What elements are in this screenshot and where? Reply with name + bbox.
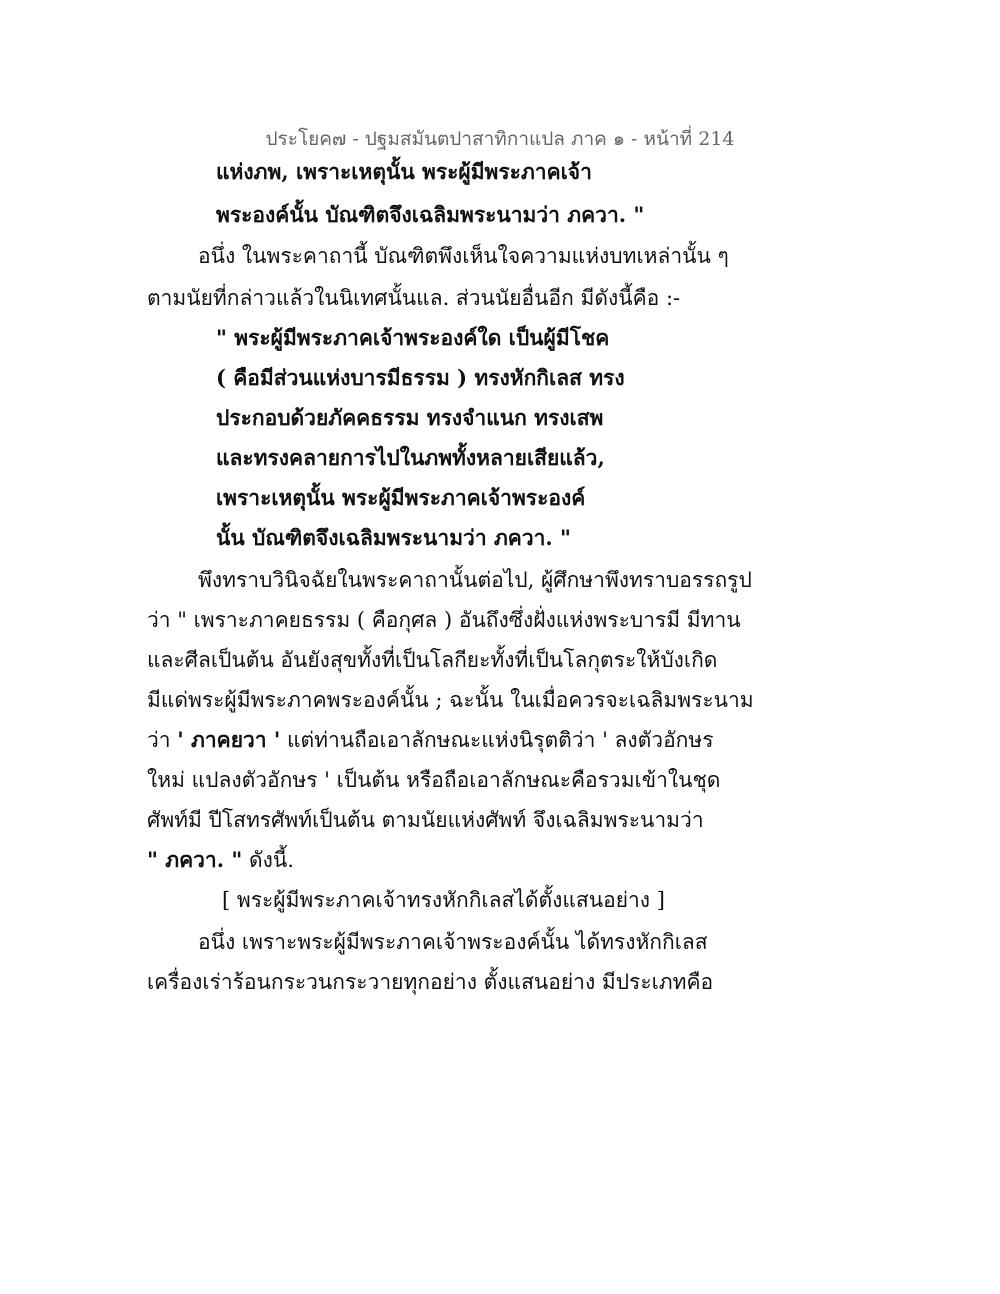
verse2-line-3: ประกอบด้วยภัคคธรรม ทรงจำแนก ทรงเสพ: [216, 405, 604, 430]
para2-line-8: [147, 846, 294, 874]
para2-line-5-rest: แต่ท่านถือเอาลักษณะแห่งนิรุตติว่า ' ลงตัวอักษร: [280, 728, 714, 752]
para1-line-2: ตามนัยที่กล่าวแล้วในนิเทศนั้นแล. ส่วนนัยอื่นอีก มีดังนี้คือ :-: [147, 286, 681, 310]
term-bhagava: " ภควา. ": [147, 847, 243, 872]
verse2-line-4: และทรงคลายการไปในภพทั้งหลายเสียแล้ว,: [216, 445, 605, 470]
para2-line-6: ใหม่ แปลงตัวอักษร ' เป็นต้น หรือถือเอาลักษณะคือรวมเข้าในชุด: [147, 768, 721, 792]
verse1-line-2: พระองค์นั้น บัณฑิตจึงเฉลิมพระนามว่า ภควา. ": [216, 202, 645, 227]
para2-line-2: ว่า " เพราะภาคยธรรม ( คือกุศล ) อันถึงซึ่งฝั่งแห่งพระบารมี มีทาน: [147, 608, 741, 632]
para2-line-8-rest: ดังนี้.: [242, 848, 294, 872]
verse1-line-1: แห่งภพ, เพราะเหตุนั้น พระผู้มีพระภาคเจ้า: [216, 159, 592, 184]
section-heading: [ พระผู้มีพระภาคเจ้าทรงหักกิเลสได้ตั้งแสนอย่าง ]: [222, 888, 665, 912]
term-bhagyava: ' ภาคยวา ': [177, 727, 281, 752]
verse2-line-2: ( คือมีส่วนแห่งบารมีธรรม ) ทรงหักกิเลส ทรง: [216, 365, 625, 390]
para2-line-1: พึงทราบวินิจฉัยในพระคาถานั้นต่อไป, ผู้ศึกษาพึงทราบอรรถรูป: [198, 568, 752, 592]
page-header: ประโยค๗ - ปฐมสมันตปาสาทิกาแปล ภาค ๑ - หน้าที่ 214: [265, 128, 735, 150]
para2-line-5-prefix: ว่า: [147, 728, 178, 752]
para2-line-4: มีแด่พระผู้มีพระภาคพระองค์นั้น ; ฉะนั้น ในเมื่อควรจะเฉลิมพระนาม: [147, 688, 754, 712]
verse2-line-1: " พระผู้มีพระภาคเจ้าพระองค์ใด เป็นผู้มีโชค: [216, 325, 610, 350]
para3-line-1: อนึ่ง เพราะพระผู้มีพระภาคเจ้าพระองค์นั้น ได้ทรงหักกิเลส: [198, 930, 708, 954]
para2-line-3: และศีลเป็นต้น อันยังสุขทั้งที่เป็นโลกียะทั้งที่เป็นโลกุตระให้บังเกิด: [147, 648, 718, 672]
verse2-line-6: นั้น บัณฑิตจึงเฉลิมพระนามว่า ภควา. ": [216, 525, 571, 550]
para1-line-1: อนึ่ง ในพระคาถานี้ บัณฑิตพึงเห็นใจความแห่งบทเหล่านั้น ๆ: [198, 244, 729, 268]
para2-line-7: ศัพท์มี ปีโสทรศัพท์เป็นต้น ตามนัยแห่งศัพท์ จึงเฉลิมพระนามว่า: [147, 808, 704, 832]
para3-line-2: เครื่องเร่าร้อนกระวนกระวายทุกอย่าง ตั้งแสนอย่าง มีประเภทคือ: [147, 970, 714, 994]
verse2-line-5: เพราะเหตุนั้น พระผู้มีพระภาคเจ้าพระองค์: [216, 485, 586, 510]
para2-line-5: [147, 726, 714, 754]
